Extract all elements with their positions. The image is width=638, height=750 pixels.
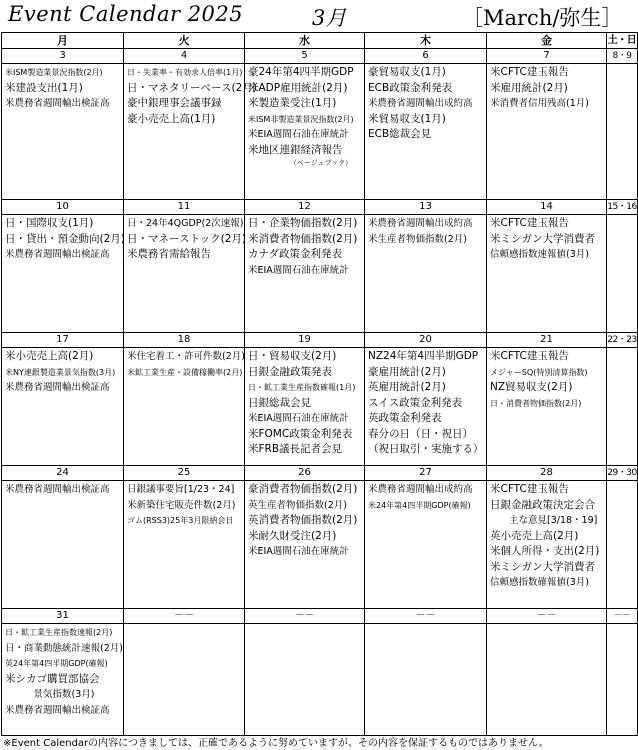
event-item: 米生産者物価指数(2月)	[368, 233, 467, 245]
day-cell-mon	[2, 215, 124, 333]
event-item: 豪消費者物価指数(2月)	[248, 483, 358, 495]
event-item: 日銀議事要旨[1/23・24]	[127, 484, 235, 495]
calendar-header	[0, 0, 638, 32]
date-number-wed: 19	[245, 333, 365, 348]
day-cell-tue	[124, 215, 245, 333]
event-item: 米NY連銀製造業景気指数(3月)	[5, 367, 116, 377]
day-cell-fri	[487, 215, 607, 333]
date-number-fri: －－	[487, 609, 607, 624]
date-number-weekend: －－	[607, 609, 638, 624]
date-number-thu: 13	[365, 200, 487, 215]
day-cell-wed	[245, 348, 365, 466]
event-item: 日・マネーストック(2月)	[127, 232, 247, 245]
event-item: 米EIA週間石油在庫統計	[248, 264, 349, 276]
date-number-wed: 26	[245, 466, 365, 481]
date-number-thu: －－	[365, 609, 487, 624]
day-cell-tue	[124, 64, 257, 200]
date-number-tue: 4	[124, 49, 245, 64]
date-number-wed: －－	[245, 609, 365, 624]
date-number-thu: 20	[365, 333, 487, 348]
date-number-thu: 6	[365, 49, 487, 64]
event-item: 米農務省週間輸出成約高	[368, 484, 473, 495]
event-item: 米貿易収支(1月)	[368, 112, 446, 125]
event-item: 米農務省需給報告	[127, 248, 211, 260]
calendar-month-name: ［March/弥生］	[462, 6, 623, 30]
day-cell-thu	[365, 64, 487, 200]
date-number-mon: 31	[2, 609, 124, 624]
event-item: 日・マネタリーベース(2月)	[127, 81, 257, 94]
date-number-thu: 27	[365, 466, 487, 481]
event-item: 米農務省週間輸出検証高	[5, 704, 110, 716]
event-item: 日・24年4QGDP(2次速報)	[127, 218, 244, 229]
event-item: 米耐久財受注(2月)	[248, 529, 337, 542]
event-item: 米農務省週間輸出検証高	[5, 484, 110, 495]
event-item: 米農務省週間輸出検証高	[5, 98, 110, 109]
event-item: 米FOMC政策金利発表	[248, 427, 353, 440]
day-cell-weekend	[607, 215, 638, 333]
day-cell-weekend	[607, 348, 638, 466]
day-cell-wed	[245, 624, 365, 736]
event-item: （祝日取引・実施する）	[368, 443, 484, 455]
day-cell-fri	[487, 348, 607, 466]
day-cell-thu	[365, 348, 487, 466]
date-number-fri: 14	[487, 200, 607, 215]
date-number-weekend: 22・23	[607, 333, 638, 348]
day-cell-thu	[365, 481, 487, 609]
event-item: 米新築住宅販売件数(2月)	[127, 499, 236, 511]
events-row	[2, 481, 638, 609]
calendar-title: Event Calendar 2025	[8, 2, 244, 26]
date-row	[2, 333, 638, 348]
event-item: 日銀金融政策決定会合	[490, 498, 595, 511]
event-item: ECB総裁会見	[368, 128, 432, 140]
date-number-mon: 17	[2, 333, 124, 348]
event-item: 米建設支出(1月)	[5, 81, 83, 94]
event-item: 豪小売売上高(1月)	[127, 112, 216, 125]
date-number-mon: 10	[2, 200, 124, 215]
event-item: 英政策金利発表	[368, 412, 442, 424]
event-item: 日・貿易収支(2月)	[248, 350, 337, 362]
date-row	[2, 200, 638, 215]
day-cell-thu	[365, 215, 487, 333]
event-item: 日・貸出・預金動向(2月)	[5, 232, 125, 245]
event-item: スイス政策金利発表	[368, 396, 463, 409]
events-row	[2, 64, 638, 200]
event-item: 豪雇用統計(2月)	[368, 365, 446, 378]
event-item: 日・消費者物価指数(2月)	[490, 398, 582, 408]
day-cell-fri	[487, 624, 607, 736]
event-item: 信頼感指数速報値(3月)	[490, 249, 589, 260]
weekday-fri: 金	[487, 33, 607, 49]
event-item: 米農務省週間輸出検証高	[5, 249, 110, 260]
event-item: NZ貿易収支(2月)	[490, 381, 573, 393]
event-item: 日・鉱工業生産指数速報(2月)	[5, 628, 113, 637]
event-item: 米小売売上高(2月)	[5, 350, 94, 362]
day-cell-fri	[487, 481, 607, 609]
event-item: 景気指数(3月)	[5, 689, 95, 700]
event-item: 豪貿易収支(1月)	[368, 66, 446, 78]
date-number-fri: 28	[487, 466, 607, 481]
event-item: ECB政策金利発表	[368, 81, 453, 94]
event-item: 米消費者物価指数(2月)	[248, 232, 358, 245]
event-item: 日・失業率・有効求人倍率(1月)	[127, 68, 243, 77]
event-item: 英消費者物価指数(2月)	[248, 514, 358, 526]
event-item: 米CFTC建玉報告	[490, 217, 569, 229]
event-item: NZ24年第4四半期GDP	[368, 350, 479, 362]
weekday-thu: 木	[365, 33, 487, 49]
date-number-weekend: 29・30	[607, 466, 638, 481]
event-item: ゴム(RSS3)25年3月限納会日	[127, 516, 234, 525]
event-item: 米ミシガン大学消費者	[490, 232, 595, 245]
event-item: 米農務省週間輸出検証高	[5, 382, 110, 393]
event-item: 米農務省週間輸出成約高	[368, 218, 473, 229]
event-item: 英小売売上高(2月)	[490, 529, 579, 542]
event-item: 英24年第4四半期GDP(確報)	[5, 659, 108, 668]
date-number-wed: 5	[245, 49, 365, 64]
date-row	[2, 466, 638, 481]
date-number-weekend: 8・9	[607, 49, 638, 64]
event-item: 米個人所得・支出(2月)	[490, 545, 600, 557]
day-cell-tue	[124, 348, 245, 466]
event-item: （ベージュブック）	[289, 159, 352, 167]
event-item: 米24年第4四半期GDP(確報)	[368, 500, 471, 510]
event-item: 米EIA週間石油在庫統計	[248, 546, 349, 557]
day-cell-mon	[2, 624, 124, 736]
event-item: 日・国際収支(1月)	[5, 217, 94, 229]
date-number-fri: 21	[487, 333, 607, 348]
event-item: 米農務省週間輸出成約高	[368, 98, 473, 109]
event-item: 日・商業動態統計速報(2月)	[5, 642, 123, 654]
weekday-mon: 月	[2, 33, 124, 49]
event-item: 米CFTC建玉報告	[490, 66, 569, 78]
day-cell-weekend	[607, 64, 638, 200]
event-item: 米消費者信用残高(1月)	[490, 98, 589, 109]
day-cell-weekend	[607, 624, 638, 736]
weekday-header-row	[2, 33, 638, 49]
event-item: 米製造業受注(1月)	[248, 97, 337, 109]
event-item: 米雇用統計(2月)	[490, 81, 568, 94]
event-item: 主な意見[3/18・19]	[490, 515, 598, 526]
event-item: 日・企業物価指数(2月)	[248, 217, 358, 229]
event-item: 春分の日（日・祝日）	[368, 427, 473, 440]
event-item: 豪中銀理事会議事録	[127, 97, 222, 109]
calendar-grid	[1, 32, 638, 736]
day-cell-mon	[2, 481, 124, 609]
disclaimer: ※Event Calendarの内容につきましては、正確であるように努めていますが、その内容を保証するものではありません。	[3, 738, 549, 749]
date-number-wed: 12	[245, 200, 365, 215]
day-cell-mon	[2, 64, 124, 200]
date-row	[2, 49, 638, 64]
date-number-tue: 11	[124, 200, 245, 215]
event-item: 日銀総裁会見	[248, 396, 311, 409]
day-cell-tue	[124, 624, 245, 736]
date-row	[2, 609, 638, 624]
date-number-tue: 18	[124, 333, 245, 348]
event-item: 米シカゴ購買部協会	[5, 672, 100, 685]
weekday-wed: 水	[245, 33, 365, 49]
date-number-weekend: 15・16	[607, 200, 638, 215]
date-number-mon: 24	[2, 466, 124, 481]
event-item: カナダ政策金利発表	[248, 248, 342, 260]
date-number-tue: －－	[124, 609, 245, 624]
day-cell-weekend	[607, 481, 638, 609]
event-item: 米EIA週間石油在庫統計	[248, 129, 349, 140]
events-row	[2, 624, 638, 736]
date-number-mon: 3	[2, 49, 124, 64]
day-cell-fri	[487, 64, 607, 200]
event-item: 米FRB議長記者会見	[248, 443, 343, 455]
weekday-weekend: 土・日	[607, 33, 638, 49]
events-row	[2, 348, 638, 466]
event-item: 豪24年第4四半期GDP	[248, 66, 354, 78]
day-cell-thu	[365, 624, 487, 736]
event-item: 日・鉱工業生産指数確報(1月)	[248, 383, 356, 392]
event-item: 英生産者物価指数(2月)	[248, 499, 347, 511]
event-item: 米鉱工業生産・設備稼働率(2月)	[127, 367, 243, 377]
calendar-month: 3月	[312, 6, 347, 30]
event-item: 米住宅着工・許可件数(2月)	[127, 351, 245, 362]
day-cell-tue	[124, 481, 245, 609]
event-item: 英雇用統計(2月)	[368, 381, 446, 393]
event-item: 信頼感指数確報値(3月)	[490, 577, 589, 588]
event-item: 米ミシガン大学消費者	[490, 560, 595, 573]
event-item: 米ADP雇用統計(2月)	[248, 81, 348, 94]
event-item: 米CFTC建玉報告	[490, 483, 569, 495]
event-item: 米ISM製造業景況指数(2月)	[5, 68, 103, 77]
event-item: 米ISM非製造業景況指数(2月)	[248, 114, 354, 124]
date-number-fri: 7	[487, 49, 607, 64]
day-cell-mon	[2, 348, 124, 466]
event-item: 日銀金融政策発表	[248, 365, 332, 378]
event-item: 米CFTC建玉報告	[490, 350, 569, 362]
events-row	[2, 215, 638, 333]
day-cell-wed	[245, 215, 365, 333]
weekday-tue: 火	[124, 33, 245, 49]
date-number-tue: 25	[124, 466, 245, 481]
event-item: 米EIA週間石油在庫統計	[248, 413, 349, 424]
event-item: 米地区連銀経済報告	[248, 143, 343, 156]
event-item: メジャーSQ(特別清算指数)	[490, 367, 588, 377]
day-cell-wed	[245, 64, 365, 200]
day-cell-wed	[245, 481, 365, 609]
